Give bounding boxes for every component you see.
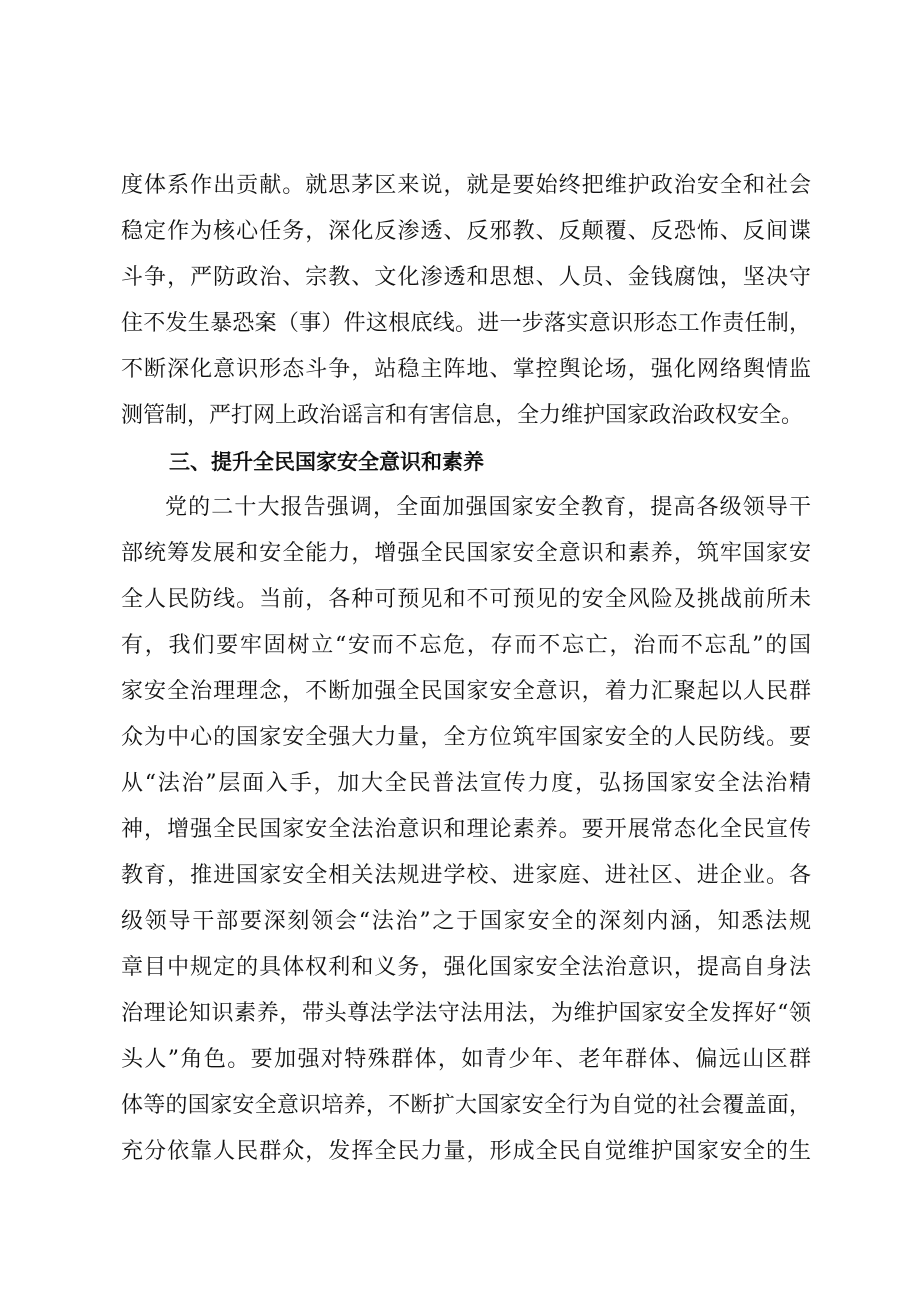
text-line: 众为中心的国家安全强大力量，全方位筑牢国家安全的人民防线。要 xyxy=(121,725,811,750)
paragraph-continuation xyxy=(121,163,811,439)
text-line: 测管制，严打网上政治谣言和有害信息，全力维护国家政治政权安全。 xyxy=(121,403,804,428)
document-body xyxy=(121,163,811,1175)
text-line: 家安全治理理念，不断加强全民国家安全意识，着力汇聚起以人民群 xyxy=(121,679,811,704)
text-line: 充分依靠人民群众，发挥全民力量，形成全民自觉维护国家安全的生 xyxy=(121,1139,811,1164)
text-line: 教育，推进国家安全相关法规进学校、进家庭、进社区、进企业。各 xyxy=(121,863,811,888)
text-line: 不断深化意识形态斗争，站稳主阵地、掌控舆论场，强化网络舆情监 xyxy=(121,357,811,382)
text-line: 体等的国家安全意识培养，不断扩大国家安全行为自觉的社会覆盖面， xyxy=(121,1093,811,1118)
text-line: 头人”角色。要加强对特殊群体，如青少年、老年群体、偏远山区群 xyxy=(121,1047,811,1072)
text-line: 度体系作出贡献。就思茅区来说，就是要始终把维护政治安全和社会 xyxy=(121,173,811,198)
text-line: 住不发生暴恐案（事）件这根底线。进一步落实意识形态工作责任制， xyxy=(121,311,811,336)
text-line: 斗争，严防政治、宗教、文化渗透和思想、人员、金钱腐蚀，坚决守 xyxy=(121,265,811,290)
text-line: 级领导干部要深刻领会“法治”之于国家安全的深刻内涵，知悉法规 xyxy=(121,909,811,934)
text-line: 章目中规定的具体权利和义务，强化国家安全法治意识，提高自身法 xyxy=(121,955,811,980)
text-line: 治理论知识素养，带头尊法学法守法用法，为维护国家安全发挥好“领 xyxy=(121,1001,811,1026)
text-line: 神，增强全民国家安全法治意识和理论素养。要开展常态化全民宣传 xyxy=(121,817,811,842)
text-line: 全人民防线。当前，各种可预见和不可预见的安全风险及挑战前所未 xyxy=(121,587,811,612)
section-paragraph xyxy=(121,485,811,1175)
text-line: 有，我们要牢固树立“安而不忘危，存而不忘亡，治而不忘乱”的国 xyxy=(121,633,811,658)
section-heading: 三、提升全民国家安全意识和素养 xyxy=(169,450,484,474)
text-line: 部统筹发展和安全能力，增强全民国家安全意识和素养，筑牢国家安 xyxy=(121,541,811,566)
text-line: 党的二十大报告强调，全面加强国家安全教育，提高各级领导干 xyxy=(165,495,811,520)
text-line: 从“法治”层面入手，加大全民普法宣传力度，弘扬国家安全法治精 xyxy=(121,771,811,796)
text-line: 稳定作为核心任务，深化反渗透、反邪教、反颠覆、反恐怖、反间谍 xyxy=(121,219,811,244)
